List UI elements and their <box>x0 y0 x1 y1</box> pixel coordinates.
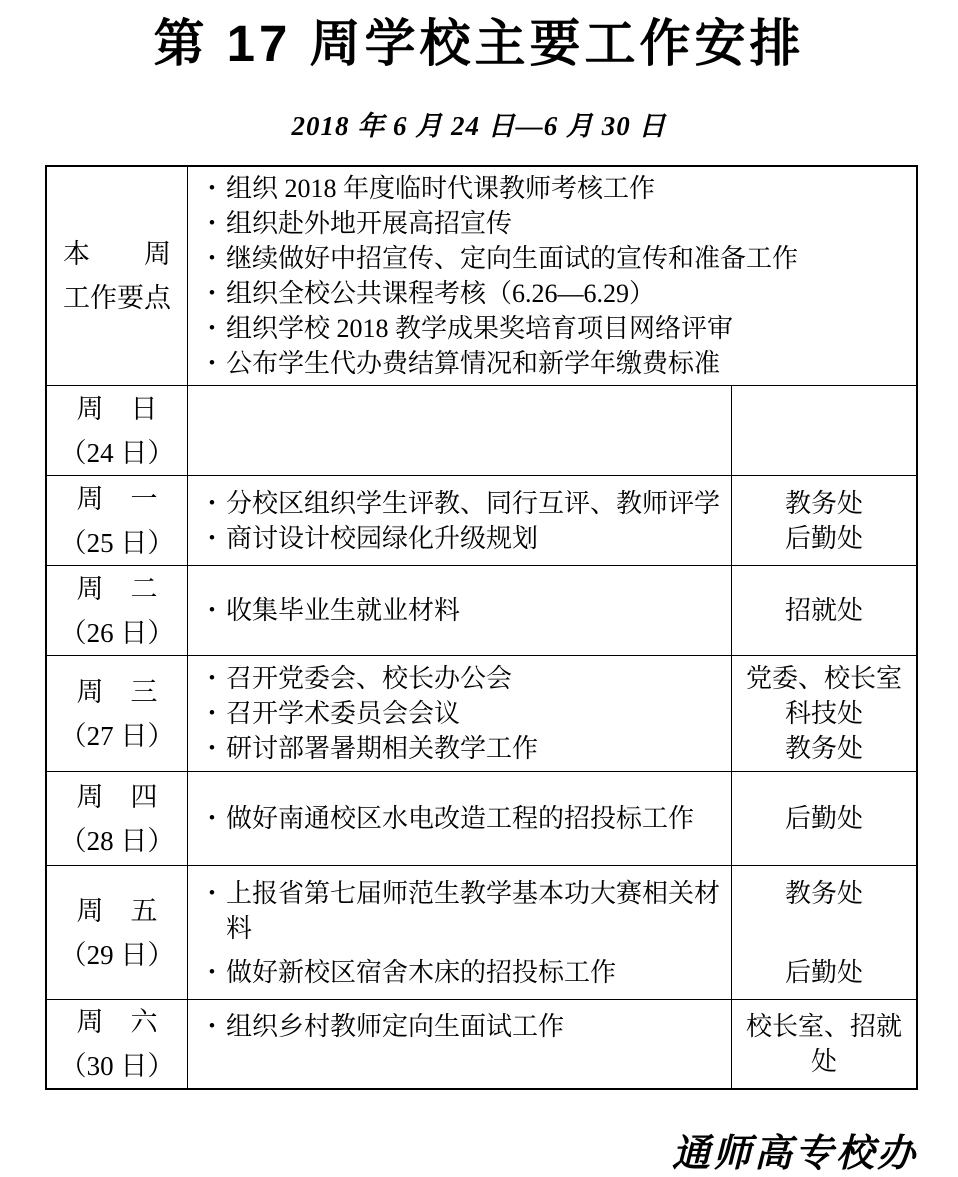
row-label-friday <box>47 866 188 999</box>
task-text: 上报省第七届师范生教学基本功大赛相关材料 <box>226 878 721 943</box>
page-title: 第 17 周学校主要工作安排 <box>153 15 805 72</box>
task-item <box>188 696 916 731</box>
row-label-line2: （28 日） <box>59 825 175 856</box>
row-label-saturday <box>47 1000 188 1088</box>
bullet-icon: • <box>208 738 216 759</box>
task-department: 招就处 <box>784 596 863 625</box>
table-row-week-highlights <box>47 167 916 385</box>
row-content <box>188 566 916 655</box>
task-text: 做好南通校区水电改造工程的招投标工作 <box>226 804 695 833</box>
row-label-thursday <box>47 772 188 865</box>
table-row-thursday <box>47 771 916 865</box>
document-page <box>0 10 958 1175</box>
row-content <box>188 866 916 999</box>
task-text: 组织学校 2018 教学成果奖培育项目网络评审 <box>226 314 734 343</box>
task-item <box>188 311 916 346</box>
task-item <box>188 661 916 696</box>
task-department: 后勤处 <box>784 523 863 553</box>
row-content <box>188 167 916 385</box>
row-label-line2: （24 日） <box>59 437 175 468</box>
table-row-sunday <box>47 385 916 475</box>
task-department: 科技处 <box>784 699 863 728</box>
bullet-icon: • <box>208 882 216 904</box>
row-label-line1: 周 日 <box>76 393 158 424</box>
bullet-icon: • <box>208 1016 216 1037</box>
task-department: 党委、校长室 <box>745 664 902 693</box>
row-content <box>188 476 916 565</box>
task-text: 组织乡村教师定向生面试工作 <box>226 1012 565 1041</box>
task-department: 后勤处 <box>784 804 863 833</box>
row-label-monday <box>47 476 188 565</box>
row-label-line2: （29 日） <box>59 939 175 970</box>
bullet-icon: • <box>208 808 216 829</box>
task-text: 研讨部署暑期相关教学工作 <box>226 734 539 763</box>
table-row-tuesday <box>47 565 916 655</box>
bullet-icon: • <box>208 178 216 199</box>
footer-signature: 通师高专校办 <box>671 1133 918 1175</box>
bullet-icon: • <box>208 668 216 689</box>
task-item <box>188 1009 916 1079</box>
date-range: 2018 年 6 月 24 日—6 月 30 日 <box>291 111 667 141</box>
row-content <box>188 1000 916 1088</box>
bullet-icon: • <box>208 248 216 269</box>
row-label-line1: 周 六 <box>76 1007 158 1037</box>
table-row-monday <box>47 475 916 565</box>
task-text: 组织全校公共课程考核（6.26—6.29） <box>226 279 656 308</box>
bullet-icon: • <box>208 600 216 621</box>
table-row-saturday <box>47 999 916 1088</box>
task-item <box>188 171 916 206</box>
task-item <box>188 276 916 311</box>
row-label-line1: 周 三 <box>76 676 158 707</box>
task-item <box>188 593 916 628</box>
row-label-wednesday <box>47 656 188 771</box>
bullet-icon: • <box>208 961 216 983</box>
row-label-line2: （26 日） <box>59 617 175 648</box>
table-row-friday <box>47 865 916 999</box>
row-label-tuesday <box>47 566 188 655</box>
task-item <box>188 346 916 381</box>
task-text: 做好新校区宿舍木床的招投标工作 <box>226 957 617 987</box>
task-item <box>188 955 916 990</box>
task-item <box>188 731 916 766</box>
row-label-line2: （25 日） <box>59 527 175 558</box>
task-text: 组织赴外地开展高招宣传 <box>226 209 513 238</box>
row-label-line2: （27 日） <box>59 720 175 751</box>
row-label-line1: 周 二 <box>76 573 158 604</box>
task-department: 教务处 <box>784 878 863 908</box>
row-label-line1: 周 四 <box>76 781 158 812</box>
task-item <box>188 521 916 556</box>
task-item <box>188 241 916 276</box>
row-content <box>188 386 916 475</box>
task-item <box>188 206 916 241</box>
task-department: 后勤处 <box>784 957 863 987</box>
task-text: 商讨设计校园绿化升级规划 <box>226 523 539 553</box>
row-label-line2: 工作要点 <box>63 283 171 313</box>
bullet-icon: • <box>208 283 216 304</box>
row-content <box>188 656 916 771</box>
table-row-wednesday <box>47 655 916 771</box>
task-text: 继续做好中招宣传、定向生面试的宣传和准备工作 <box>226 244 799 273</box>
bullet-icon: • <box>208 318 216 339</box>
task-item <box>188 801 916 836</box>
task-text: 分校区组织学生评教、同行互评、教师评学 <box>226 488 721 518</box>
bullet-icon: • <box>208 492 216 514</box>
row-label-line1: 周 五 <box>76 895 158 926</box>
row-label-line2: （30 日） <box>59 1051 175 1081</box>
row-label-sunday <box>47 386 188 475</box>
task-department: 教务处 <box>784 488 863 518</box>
task-text: 召开学术委员会会议 <box>226 699 461 728</box>
row-label-week-highlights <box>47 167 188 385</box>
bullet-icon: • <box>208 703 216 724</box>
bullet-icon: • <box>208 527 216 549</box>
task-text: 公布学生代办费结算情况和新学年缴费标准 <box>226 349 721 378</box>
task-department: 校长室、招就处 <box>745 1012 902 1076</box>
task-item <box>188 876 916 946</box>
task-text: 收集毕业生就业材料 <box>226 596 461 625</box>
bullet-icon: • <box>208 353 216 374</box>
task-item <box>188 486 916 521</box>
schedule-table <box>45 165 918 1090</box>
bullet-icon: • <box>208 213 216 234</box>
task-text: 召开党委会、校长办公会 <box>226 664 513 693</box>
row-label-line1: 本 周 <box>63 239 171 269</box>
task-text: 组织 2018 年度临时代课教师考核工作 <box>226 174 656 203</box>
task-department: 教务处 <box>784 734 863 763</box>
row-label-line1: 周 一 <box>76 483 158 514</box>
row-content <box>188 772 916 865</box>
